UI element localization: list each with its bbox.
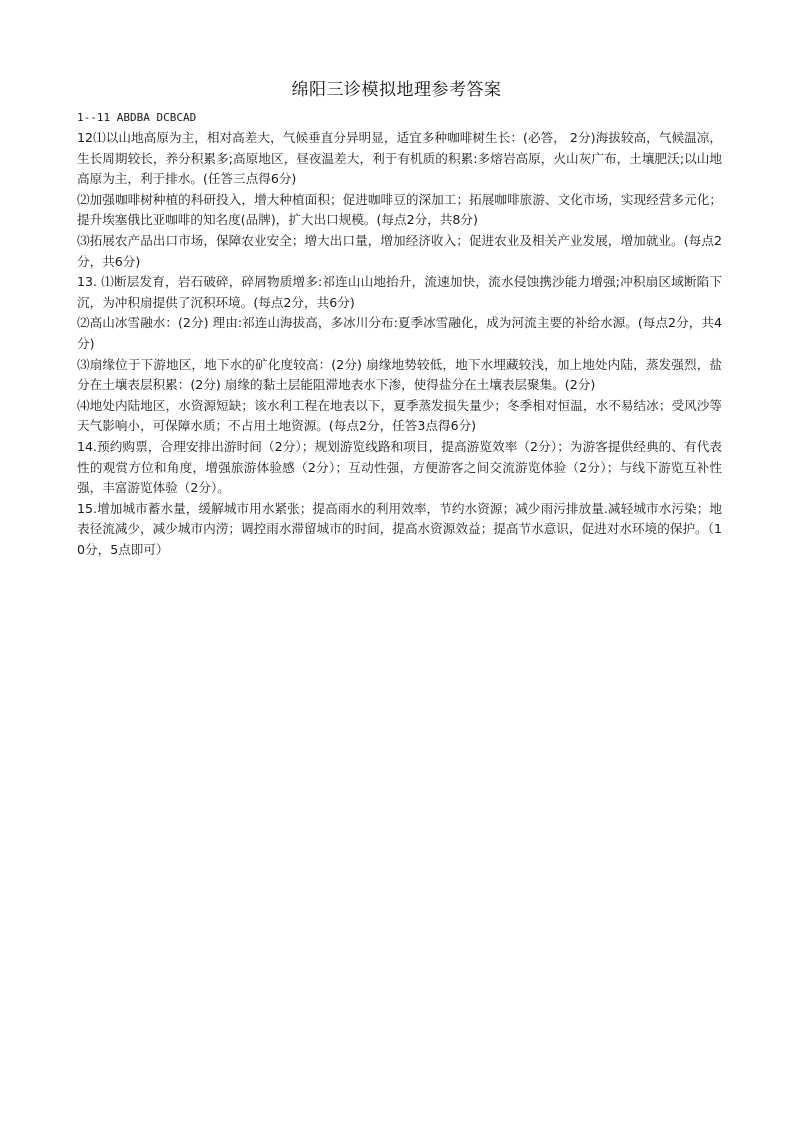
multiple-choice-answer-key: 1--11 ABDBA DCBCAD [77, 111, 197, 124]
answer-paragraph-14: 14.预约购票，合理安排出游时间（2分）；规划游览线路和项目，提高游览效率（2分）；为游客提供经典的、有代表性的观赏方位和角度，增强旅游体验感（2分）；互动性强，方便游客之间交流游览体验（2分）；与线下游览互补性强，丰富游览体验（2分）。 [77, 438, 722, 496]
answer-paragraph-13-4: ⑷地处内陆地区，水资源短缺；该水利工程在地表以下，夏季蒸发损失量少；冬季相对恒温，水不易结冰；受风沙等天气影响小，可保障水质；不占用土地资源。(每点2分，任答3点得6分) [77, 397, 722, 434]
answer-paragraph-12-2: ⑵加强咖啡树种植的科研投入，增大种植面积；促进咖啡豆的深加工；拓展咖啡旅游、文化市场，实现经营多元化；提升埃塞俄比亚咖啡的知名度(品牌)，扩大出口规模。(每点2分，共8分) [77, 191, 722, 228]
answer-paragraph-12-1: 12⑴以山地高原为主，相对高差大，气候垂直分异明显，适宜多种咖啡树生长：(必答， 2分)海拔较高，气候温凉，生长周期较长，养分积累多;高原地区，昼夜温差大，利于有机质的积累:多熔岩高原，火山灰广布，土壤肥沃;以山地高原为主，利于排水。(任答三点得6分) [77, 130, 722, 187]
answer-body [77, 128, 722, 560]
answer-paragraph-15: 15.增加城市蓄水量，缓解城市用水紧张；提高雨水的利用效率，节约水资源；减少雨污排放量.减轻城市水污染；地表径流减少，减少城市内涝；调控雨水滞留城市的时间，提高水资源效益；提高节水意识，促进对水环境的保护。（10分，5点即可） [77, 500, 722, 557]
answer-paragraph-12-3: ⑶拓展农产品出口市场，保障农业安全；增大出口量，增加经济收入；促进农业及相关产业发展，增加就业。(每点2分，共6分) [77, 232, 722, 269]
document-title: 绵阳三诊模拟地理参考答案 [291, 80, 502, 100]
answer-paragraph-13-3: ⑶扇缘位于下游地区，地下水的矿化度较高：(2分) 扇缘地势较低，地下水埋藏较浅，加上地处内陆，蒸发强烈，盐分在土壤表层积累：(2分) 扇缘的黏土层能阻滞地表水下渗，使得盐分在土壤表层聚集。(2分) [77, 356, 722, 393]
answer-paragraph-13-1: 13. ⑴断层发育，岩石破碎，碎屑物质增多:祁连山山地抬升，流速加快，流水侵蚀携沙能力增强;冲积扇区域断陷下沉，为冲积扇提供了沉积环境。(每点2分，共6分) [77, 274, 722, 310]
answer-paragraph-13-2: ⑵高山冰雪融水：(2分) 理由:祁连山海拔高，多冰川分布:夏季冰雪融化，成为河流主要的补给水源。(每点2分，共4分) [77, 315, 722, 351]
